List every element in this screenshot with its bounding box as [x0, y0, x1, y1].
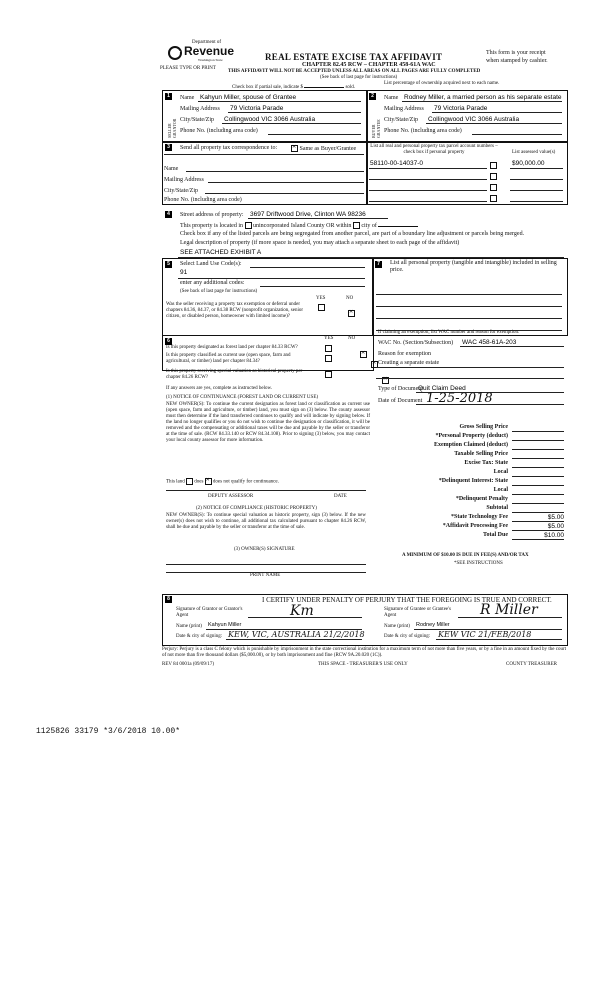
buyer-address-label: Mailing Address	[384, 106, 424, 112]
forest-q1: Is this property designated as forest land per chapter 84.33 RCW?	[166, 345, 298, 350]
tax-row-underline	[512, 495, 564, 504]
form-chapter: CHAPTER 82.45 RCW – CHAPTER 458-61A WAC	[302, 62, 436, 68]
revenue-logo	[168, 40, 238, 66]
tax-row-value[interactable]: $5.00	[547, 514, 564, 521]
personal-property-label: List all personal property (tangible and intangible) included in selling price.	[390, 260, 557, 273]
form-number: REV 84 0001a (09/09/17)	[162, 662, 214, 667]
notice2-title: (2) NOTICE OF COMPLIANCE (HISTORIC PROPERTY)	[196, 506, 317, 511]
same-as-buyer-label: Same as Buyer/Grantee	[299, 145, 357, 152]
section-8-number: 8	[165, 596, 172, 603]
forest-q2-yes[interactable]	[325, 355, 332, 362]
legal-desc-label: Legal description of property (if more space is needed, you may attach a separate sheet to each page of the affidavit)	[180, 240, 460, 246]
tax-row-label: Subtotal	[486, 505, 508, 511]
minimum-due-note: A MINIMUM OF $10.00 IS DUE IN FEE(S) AND/OR TAX	[402, 553, 529, 558]
forest-no-header: NO	[348, 336, 356, 341]
section-7-number: 7	[375, 261, 382, 268]
exemption-no-checkbox[interactable]	[348, 310, 355, 317]
this-land-label: This land	[166, 479, 185, 485]
city-of-checkbox[interactable]	[353, 222, 360, 229]
parcel-personal-checkbox-1[interactable]	[490, 162, 497, 169]
does-not-checkbox[interactable]	[205, 478, 212, 485]
parcel-personal-checkbox-2[interactable]	[490, 173, 497, 180]
tax-row-underline	[512, 459, 564, 468]
buyer-name-label: Name	[384, 95, 399, 101]
segregated-label: Check box if any of the listed parcels are being segregated from another parcel, are part of a boundary line adjustment or parcels being merged.	[180, 231, 525, 237]
exemption-claim-label: If claiming an exemption, list WAC number and reason for exemption:	[378, 330, 520, 335]
tax-row-label: *Delinquent Penalty	[455, 496, 508, 502]
tax-row-underline	[512, 441, 564, 450]
doc-date-label: Date of Document	[378, 398, 423, 404]
grantee-name-label: Name (print)	[384, 624, 410, 629]
form-title: REAL ESTATE EXCISE TAX AFFIDAVIT	[265, 52, 443, 62]
tax-row-label: *State Technology Fee	[451, 514, 508, 520]
seller-name-label: Name	[180, 95, 195, 101]
recording-stamp: 1125826 33179 *3/6/2018 10.00*	[36, 727, 181, 736]
seller-phone-label: Phone No. (including area code)	[180, 128, 258, 134]
land-use-code[interactable]: 91	[180, 269, 188, 276]
parcel-personal-checkbox-3[interactable]	[490, 184, 497, 191]
wac-label: WAC No. (Section/Subsection)	[378, 340, 454, 346]
additional-codes-label: enter any additional codes:	[180, 280, 245, 286]
tax-row-label: Exemption Claimed (deduct)	[434, 442, 508, 448]
grantee-name[interactable]: Rodney Miller	[416, 622, 450, 628]
does-checkbox[interactable]	[186, 478, 193, 485]
answer-note: If any answers are yes, complete as instructed below.	[166, 386, 273, 391]
tax-row-label: *Affidavit Processing Fee	[442, 523, 508, 529]
tax-row-underline	[512, 486, 564, 495]
property-address[interactable]: 3697 Driftwood Drive, Clinton	[250, 211, 335, 218]
tax-row-label: Excise Tax: State	[464, 460, 508, 466]
buyer-side-label: BUYER GRANTEE	[371, 119, 381, 138]
located-in-label: This property is located in	[180, 222, 243, 229]
grantor-name[interactable]: Kahyun Miller	[208, 622, 242, 628]
land-use-see-back: (See back of last page for instructions)	[180, 289, 258, 294]
grantor-date-label: Date & city of signing:	[176, 634, 223, 639]
seller-name[interactable]: Kahyun Miller, spouse of Grantee	[200, 94, 297, 101]
unincorporated-checkbox[interactable]	[245, 222, 252, 229]
logo-name: Revenue	[184, 44, 235, 58]
forest-q1-yes[interactable]	[325, 345, 332, 352]
grantee-sig-label: Signature of Grantee or Grantee's Agent	[384, 607, 451, 618]
notice1-body: NEW OWNER(S): To continue the current designation as forest land or classification as current use (open space, farm and agriculture, or timber) land, you must sign on (3) below. The county assessor must then determine if the land transferred continues to qualify and will indicate by signing below. If the land no longer qualifies or you do not wish to continue the designation or classification, it will be removed and the compensating or additional taxes will be due and payable by the seller or transferor at the time of sale. (RCW 84.33.140 or RCW 84.34.108). Prior to signing (3) below, you may contact your local county assessor for more information.	[166, 402, 370, 443]
grantor-name-label: Name (print)	[176, 624, 202, 629]
grantee-date[interactable]: KEW VIC 21/FEB/2018	[438, 630, 532, 639]
land-use-no-header: NO	[346, 296, 354, 301]
section-4-number: 4	[165, 211, 172, 218]
grantor-signature[interactable]: Km	[290, 603, 314, 619]
forest-q3: Is this property receiving special valuation as historical property per chapter 84.26 RCW?	[166, 369, 303, 380]
reason-label: Reason for exemption	[378, 351, 431, 357]
notice1-title: (1) NOTICE OF CONTINUANCE (FOREST LAND OR CURRENT USE)	[166, 395, 319, 400]
print-note: PLEASE TYPE OR PRINT	[160, 66, 216, 71]
unincorporated-label: unincorporated Island County OR within	[253, 222, 352, 229]
grantor-sig-label: Signature of Grantor or Grantor's Agent	[176, 607, 243, 618]
parcel-number[interactable]: 58110-00-14037-0	[370, 160, 424, 167]
does-not-label: does not qualify for continuance.	[212, 479, 279, 485]
buyer-phone-label: Phone No. (including area code)	[384, 128, 462, 134]
tax-row-value[interactable]: $10.00	[544, 532, 564, 539]
doc-date-value[interactable]: 1-25-2018	[426, 391, 493, 406]
receipt-note-1: This form is your receipt	[486, 50, 546, 56]
tax-row-underline	[512, 504, 564, 513]
forest-q3-yes[interactable]	[325, 371, 332, 378]
receipt-note-2: when stamped by cashier.	[486, 58, 548, 64]
section-5-number: 5	[165, 261, 172, 268]
deputy-assessor-label: DEPUTY ASSESSOR	[208, 494, 254, 499]
corr-city-label: City/State/Zip	[164, 188, 198, 194]
does-label: does	[194, 479, 204, 485]
county-treasurer: COUNTY TREASURER	[506, 662, 557, 667]
grantee-signature[interactable]: R Miller	[480, 602, 538, 618]
buyer-address[interactable]: 79 Victoria Parade	[434, 105, 488, 112]
sold-label: sold.	[345, 85, 356, 90]
qualify-row	[166, 478, 279, 486]
corr-phone-label: Phone No. (including area code)	[164, 197, 242, 203]
seller-city[interactable]: Collingwood VIC 3066 Australia	[224, 116, 316, 123]
partial-sale-label: Check box if partial sale, indicate $	[232, 85, 303, 90]
treasurer-space: THIS SPACE - TREASURER'S USE ONLY	[318, 662, 408, 667]
form-warning: THIS AFFIDAVIT WILL NOT BE ACCEPTED UNLESS ALL AREAS ON ALL PAGES ARE FULLY COMPLETED	[228, 69, 481, 74]
tax-row-label: Gross Selling Price	[459, 424, 508, 430]
doc-type-value[interactable]: Quit Claim Deed	[418, 385, 466, 392]
tax-row-underline	[512, 423, 564, 432]
owner-signature-label: (3) OWNER(S) SIGNATURE	[234, 547, 295, 552]
tax-row-label: Taxable Selling Price	[454, 451, 508, 457]
grantee-date-label: Date & city of signing:	[384, 634, 431, 639]
forest-q2: Is this property classified as current use (open space, farm and agricultural, or timber) land per chapter 84.34?	[166, 353, 291, 364]
assessed-header: List assessed value(s)	[512, 150, 556, 155]
ownership-pct-note: List percentage of ownership acquired next to each name.	[384, 81, 500, 86]
tax-row-underline	[512, 468, 564, 477]
print-name-label: PRINT NAME	[250, 573, 281, 578]
tax-row-underline	[512, 450, 564, 459]
exemption-yes-checkbox[interactable]	[318, 304, 325, 311]
legal-desc-value[interactable]: SEE ATTACHED EXHIBIT A	[180, 249, 262, 256]
tax-row-underline	[512, 432, 564, 441]
seller-city-label: City/State/Zip	[180, 117, 214, 123]
see-instructions-note: *SEE INSTRUCTIONS	[454, 561, 503, 566]
see-back-note: (See back of last page for instructions)	[320, 75, 398, 80]
parcel-personal-checkbox-4[interactable]	[490, 195, 497, 202]
seller-side-label: SELLER GRANTOR	[167, 118, 177, 138]
exemption-question: Was the seller receiving a property tax exemption or deferral under chapters 84.36, 84.37, or 84.38 RCW (nonprofit organization, senior citizen, or disabled person, homeowner with limited income)?	[166, 302, 304, 319]
street-address-label: Street address of property:	[180, 212, 244, 218]
forest-q1-no[interactable]	[360, 351, 367, 358]
section-2-number: 2	[369, 93, 376, 100]
forest-yes-header: YES	[324, 336, 334, 341]
certify-statement: I CERTIFY UNDER PENALTY OF PERJURY THAT THE FOREGOING IS TRUE AND CORRECT.	[262, 596, 552, 604]
property-state-zip[interactable]: WA 98236	[336, 211, 366, 218]
tax-row-label: Local	[493, 487, 508, 493]
tax-row-value[interactable]: $5.00	[547, 523, 564, 530]
assessed-value[interactable]: $90,000.00	[512, 160, 545, 167]
notice2-body: NEW OWNER(S): To continue special valuation as historic property, sign (3) below. If the new owner(s) does not wish to continue, all additional tax calculated pursuant to chapter 84.26 RCW, shall be due and payable by the seller or transferor at the time of sale.	[166, 513, 366, 530]
logo-state: Washington State	[198, 58, 223, 62]
tax-row-label: Local	[493, 469, 508, 475]
corr-name-label: Name	[164, 166, 179, 172]
perjury-notice: Perjury: Perjury is a class C felony which is punishable by imprisonment in the state correctional institution for a maximum term of not more than five years, or by a fine in an amount fixed by the court of not more than five thousand dollars ($5,000.00), or by both imprisonment and fine (RCW 9A.20.020 (1C)).	[162, 647, 566, 658]
correspondence-label: Send all property tax correspondence to:	[180, 145, 278, 151]
buyer-name[interactable]: Rodney Miller, a married person as his separate estate	[404, 94, 562, 101]
deputy-date-label: DATE	[334, 494, 347, 499]
reason-value[interactable]: Creating a separate estate	[378, 360, 440, 366]
grantor-date[interactable]: KEW, VIC, AUSTRALIA 21/2/2018	[228, 630, 365, 639]
section-6-number: 6	[165, 338, 172, 345]
wac-value[interactable]: WAC 458-61A-203	[462, 339, 517, 346]
parcel-header: List all real and personal property tax parcel account numbers – check box if personal property	[370, 144, 498, 155]
buyer-city-label: City/State/Zip	[384, 117, 418, 123]
land-use-label: Select Land Use Code(s):	[180, 261, 242, 267]
logo-dept: Department of	[192, 40, 222, 45]
tax-row-label: Total Due	[483, 532, 508, 538]
logo-swoosh-icon	[168, 46, 182, 60]
tax-row-underline	[512, 477, 564, 486]
tax-row-label: *Personal Property (deduct)	[435, 433, 508, 439]
buyer-city[interactable]: Collingwood VIC 3066 Australia	[428, 116, 520, 123]
segregated-row	[180, 231, 524, 238]
section-1-number: 1	[165, 93, 172, 100]
section-3-number: 3	[165, 144, 172, 151]
corr-address-label: Mailing Address	[164, 177, 204, 183]
seller-address[interactable]: 79 Victoria Parade	[230, 105, 284, 112]
city-of-label: city of	[361, 222, 377, 229]
doc-type-label: Type of Document	[378, 386, 423, 392]
seller-address-label: Mailing Address	[180, 106, 220, 112]
land-use-yes-header: YES	[316, 296, 326, 301]
tax-row-label: *Delinquent Interest: State	[438, 478, 508, 484]
located-in-row	[180, 222, 418, 230]
